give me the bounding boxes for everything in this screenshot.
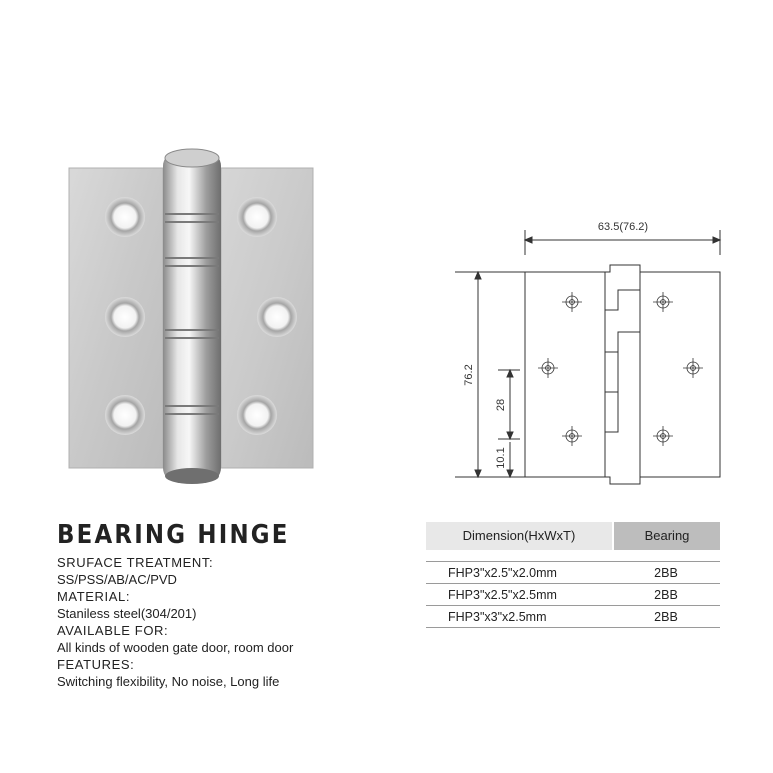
bottom-dimension: 10.1 <box>495 447 507 469</box>
cell-bearing: 2BB <box>654 609 678 624</box>
hinge-photo-graphic <box>55 140 345 490</box>
width-dimension: 63.5(76.2) <box>597 221 649 233</box>
table-header <box>426 522 720 550</box>
table-row <box>426 584 720 606</box>
cell-dimension: FHP3"x2.5"x2.0mm <box>448 565 557 580</box>
header-bearing: Bearing <box>614 522 720 550</box>
spec-value-available: All kinds of wooden gate door, room door <box>57 640 294 655</box>
spec-value-material: Staniless steel(304/201) <box>57 606 197 621</box>
spec-value-surface: SS/PSS/AB/AC/PVD <box>57 572 177 587</box>
spec-label-material: MATERIAL: <box>57 589 131 604</box>
screw-markers <box>538 292 703 446</box>
cell-bearing: 2BB <box>654 587 678 602</box>
spec-label-features: FEATURES: <box>57 657 135 672</box>
cell-dimension: FHP3"x2.5"x2.5mm <box>448 587 557 602</box>
cell-bearing: 2BB <box>654 565 678 580</box>
spec-label-surface: SRUFACE TREATMENT: <box>57 555 214 570</box>
technical-drawing <box>440 210 740 490</box>
table-row <box>426 561 720 584</box>
technical-drawing-graphic <box>440 210 740 490</box>
product-title: BEARING HINGE <box>57 520 290 550</box>
cell-dimension: FHP3"x3"x2.5mm <box>448 609 547 624</box>
spec-label-available: AVAILABLE FOR: <box>57 623 169 638</box>
header-dimension: Dimension(HxWxT) <box>426 522 612 550</box>
mid-dimension: 28 <box>495 398 507 412</box>
hinge-photo <box>55 140 345 490</box>
table-row <box>426 606 720 628</box>
spec-value-features: Switching flexibility, No noise, Long life <box>57 674 280 689</box>
height-dimension: 76.2 <box>463 364 475 386</box>
dimension-table <box>426 522 720 628</box>
